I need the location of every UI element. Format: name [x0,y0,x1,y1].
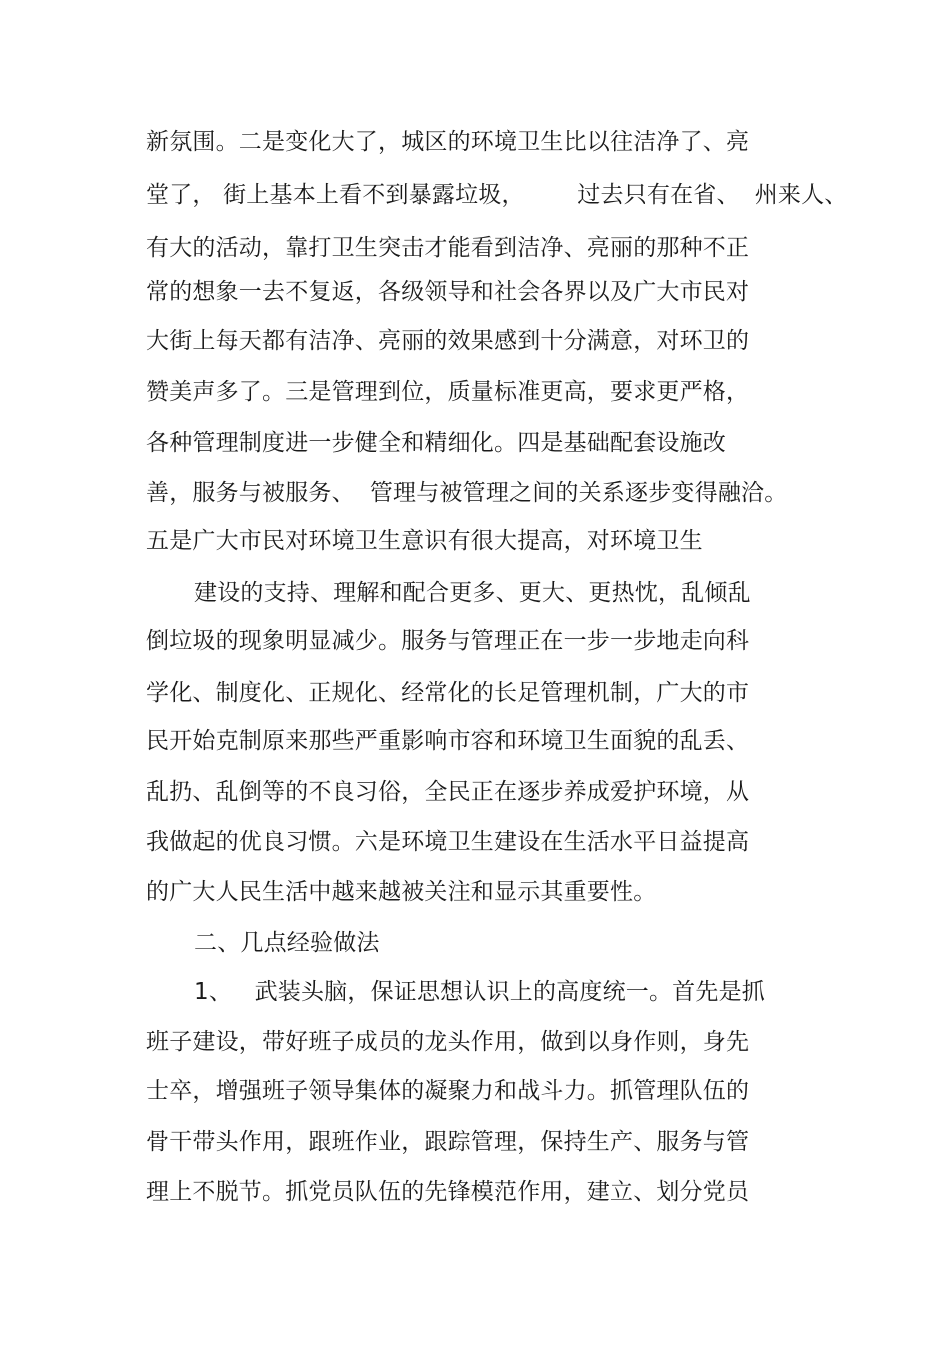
text-line: 骨干带头作用，跟班作业，跟踪管理，保持生产、服务与管 [146,1129,750,1155]
section-heading: 二、几点经验做法 [194,930,380,956]
text-line: 新氛围。二是变化大了，城区的环境卫生比以往洁净了、亮 [146,129,750,155]
text-line: 赞美声多了。三是管理到位，质量标准更高，要求更严格， [146,379,750,405]
text-line: 善，服务与被服务、 管理与被管理之间的关系逐步变得融洽。 [146,480,788,506]
text-line: 理上不脱节。抓党员队伍的先锋模范作用，建立、划分党员 [146,1179,750,1205]
text-line: 倒垃圾的现象明显减少。服务与管理正在一步一步地走向科 [146,628,750,654]
text-line: 学化、制度化、正规化、经常化的长足管理机制，广大的市 [146,680,750,706]
text-line: 士卒，增强班子领导集体的凝聚力和战斗力。抓管理队伍的 [146,1078,750,1104]
text-line: 有大的活动，靠打卫生突击才能看到洁净、亮丽的那种不正 [146,235,750,261]
text-line: 大街上每天都有洁净、亮丽的效果感到十分满意，对环卫的 [146,328,750,354]
text-line: 堂了， 街上基本上看不到暴露垃圾， 过去只有在省、 州来人、 [146,182,848,208]
text-line: 的广大人民生活中越来越被关注和显示其重要性。 [146,879,657,905]
text-line: 五是广大市民对环境卫生意识有很大提高，对环境卫生 [146,528,703,554]
text-line: 常的想象一去不复返，各级领导和社会各界以及广大市民对 [146,279,750,305]
text-line: 乱扔、乱倒等的不良习俗，全民正在逐步养成爱护环境，从 [146,779,750,805]
paragraph-start-line: 建设的支持、理解和配合更多、更大、更热忱，乱倾乱 [194,580,751,606]
text-line: 民开始克制原来那些严重影响市容和环境卫生面貌的乱丢、 [146,728,750,754]
text-line: 各种管理制度进一步健全和精细化。四是基础配套设施改 [146,430,726,456]
text-line: 我做起的优良习惯。六是环境卫生建设在生活水平日益提高 [146,829,750,855]
numbered-item-line: 1、 武装头脑，保证思想认识上的高度统一。首先是抓 [194,979,765,1005]
text-line: 班子建设，带好班子成员的龙头作用，做到以身作则，身先 [146,1029,750,1055]
